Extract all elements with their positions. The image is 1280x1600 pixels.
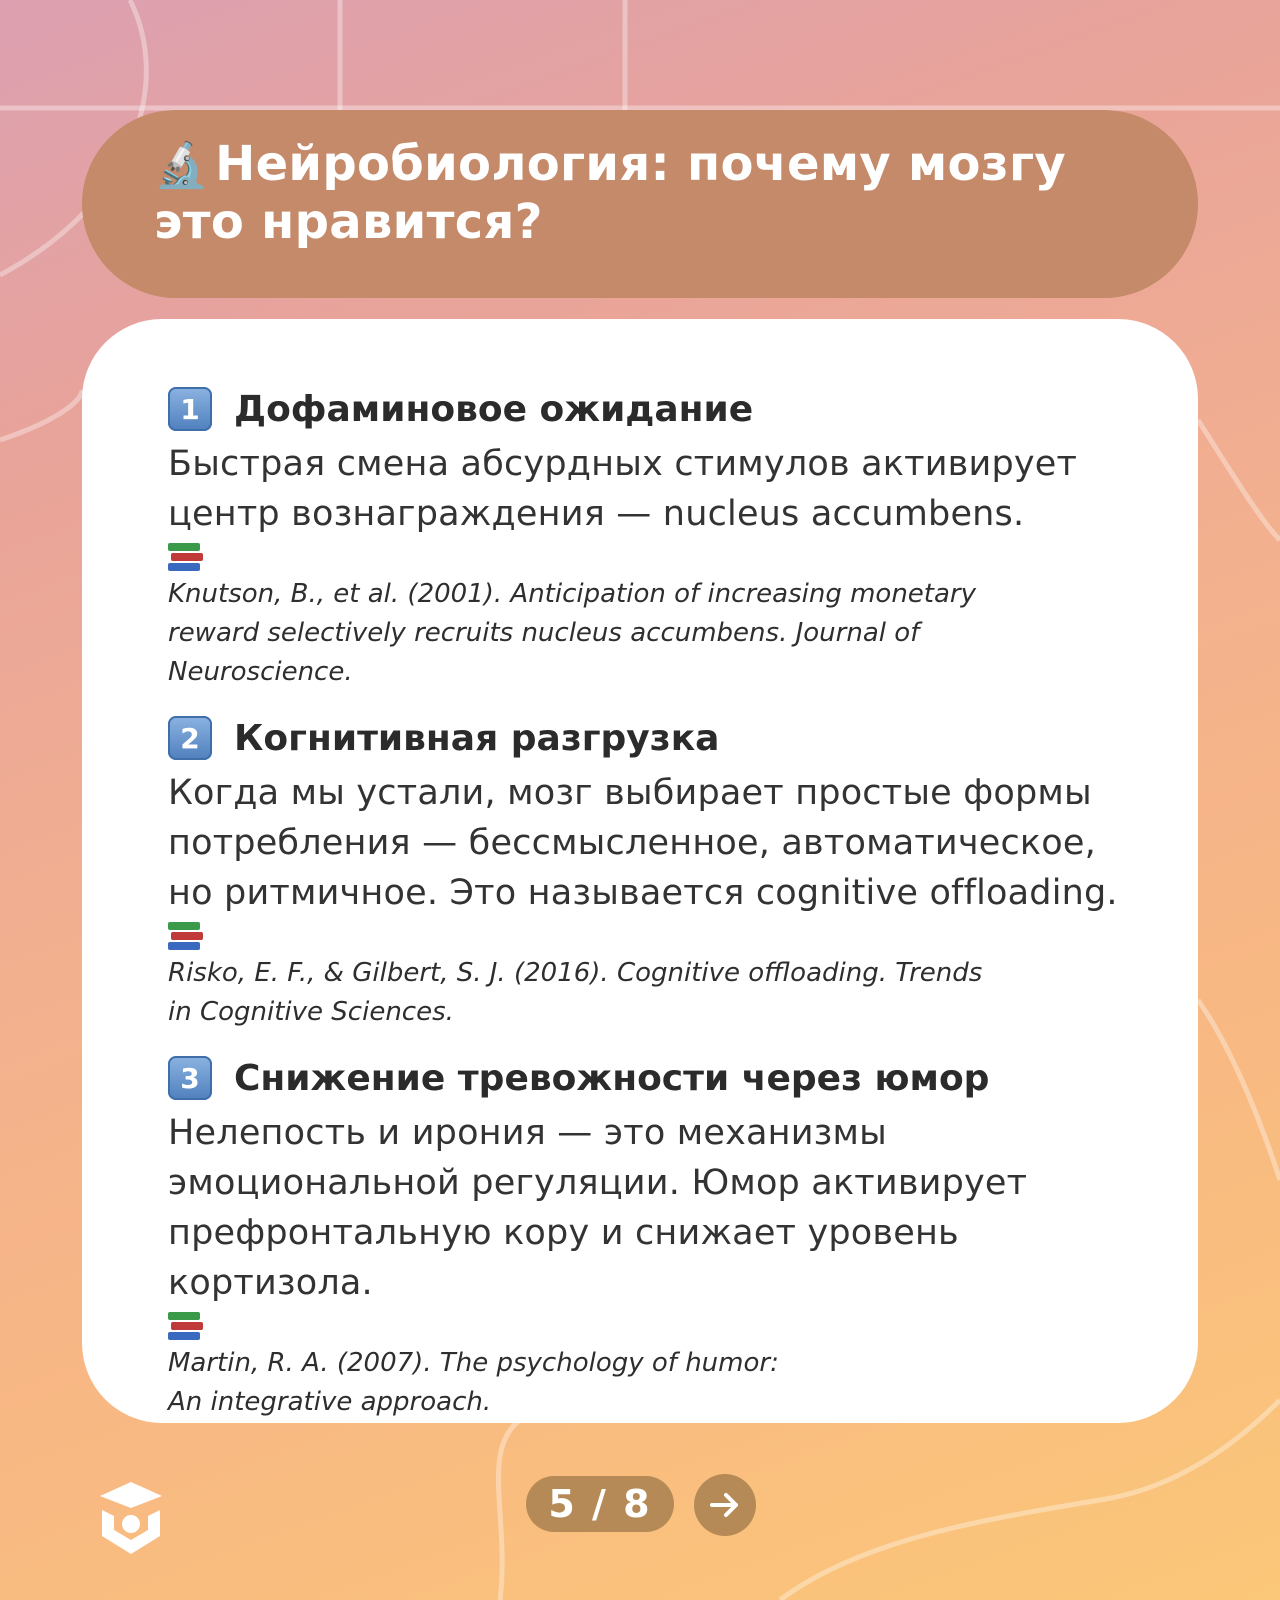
- section-header: [168, 1050, 1148, 1106]
- reference: [168, 922, 1148, 1032]
- body-line: Быстрая смена абсурдных стимулов активирует: [168, 444, 1078, 484]
- page-indicator: 5 / 8: [526, 1476, 674, 1532]
- section-body: [168, 1108, 1148, 1308]
- reference-line: An integrative approach.: [168, 1387, 492, 1417]
- section-body: [168, 439, 1148, 539]
- section-header: [168, 381, 1148, 437]
- header-banner: [82, 110, 1198, 298]
- body-line: Нелепость и ирония — это механизмы: [168, 1113, 887, 1153]
- content-card: [82, 319, 1198, 1423]
- section-body: [168, 768, 1148, 918]
- arrow-right-icon: [707, 1487, 743, 1523]
- section-title: Дофаминовое ожидание: [234, 388, 754, 430]
- next-button[interactable]: [694, 1474, 756, 1536]
- reference-line: reward selectively recruits nucleus accumbens. Journal of: [168, 618, 920, 648]
- microscope-icon: 🔬: [154, 140, 210, 191]
- body-line: префронтальную кору и снижает уровень: [168, 1213, 959, 1253]
- number-3-badge: 3: [168, 1056, 212, 1100]
- body-line: потребления — бессмысленное, автоматическое,: [168, 823, 1096, 863]
- section-header: [168, 710, 1148, 766]
- body-line: Когда мы устали, мозг выбирает простые формы: [168, 773, 1092, 813]
- reference-line: Risko, E. F., & Gilbert, S. J. (2016). Cognitive offloading. Trends: [168, 958, 983, 988]
- reference: [168, 1312, 1148, 1422]
- section-title: Снижение тревожности через юмор: [234, 1057, 990, 1099]
- page-title-line2: это нравится?: [154, 194, 543, 250]
- books-icon: [168, 543, 202, 575]
- reference-line: Neuroscience.: [168, 657, 353, 687]
- body-line: кортизола.: [168, 1263, 373, 1303]
- books-icon: [168, 1312, 202, 1344]
- reference-line: Martin, R. A. (2007). The psychology of humor:: [168, 1348, 779, 1378]
- reference: [168, 543, 1148, 692]
- number-1-badge: 1: [168, 387, 212, 431]
- body-line: но ритмичное. Это называется cognitive offloading.: [168, 873, 1118, 913]
- number-2-badge: 2: [168, 716, 212, 760]
- page-title: [154, 136, 1138, 250]
- page-title-line1: Нейробиология: почему мозгу: [215, 136, 1066, 192]
- reference-line: in Cognitive Sciences.: [168, 997, 454, 1027]
- section-2: [168, 710, 1148, 1032]
- body-line: центр вознаграждения — nucleus accumbens.: [168, 494, 1025, 534]
- books-icon: [168, 922, 202, 954]
- graduation-cap-logo: [96, 1478, 166, 1558]
- section-title: Когнитивная разгрузка: [234, 717, 720, 759]
- body-line: эмоциональной регуляции. Юмор активирует: [168, 1163, 1028, 1203]
- reference-line: Knutson, B., et al. (2001). Anticipation of increasing monetary: [168, 579, 976, 609]
- section-1: [168, 381, 1148, 692]
- section-3: [168, 1050, 1148, 1422]
